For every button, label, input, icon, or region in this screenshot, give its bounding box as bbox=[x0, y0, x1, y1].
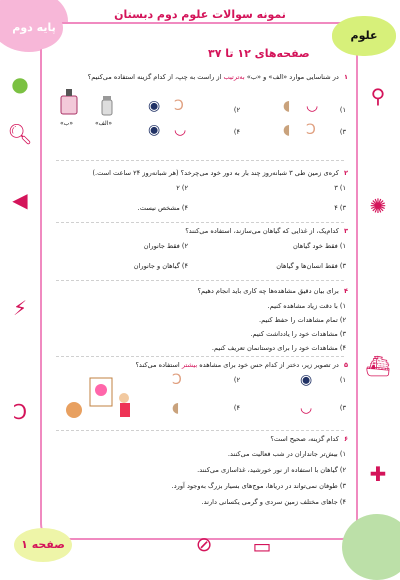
eye-icon-3: ◉ bbox=[300, 372, 313, 388]
spider-icon: ✺ bbox=[369, 194, 387, 218]
bicycle-icon: ⚲ bbox=[370, 84, 386, 108]
subject-badge: علوم bbox=[332, 16, 396, 56]
label-b: «ب» bbox=[60, 120, 73, 127]
q5-option-2[interactable]: ۲) bbox=[233, 376, 240, 384]
q3-option-1[interactable]: ۱) فقط خود گیاهان bbox=[292, 242, 346, 250]
question-6: ۶ کدام گزینه، صحیح است؟ bbox=[270, 435, 348, 443]
nose-icon-3: ◖ bbox=[172, 400, 180, 416]
q6-option-4[interactable]: ۴) جاهای مختلف زمین سردی و گرمی یکسانی دارند. bbox=[201, 498, 346, 506]
label-a: «الف» bbox=[95, 120, 113, 127]
divider bbox=[56, 356, 344, 357]
lightning-icon: ⚡︎ bbox=[12, 296, 28, 320]
q3-option-2[interactable]: ۲) فقط جانوران bbox=[143, 242, 188, 250]
no-smoking-icon: ⊘ bbox=[195, 532, 213, 556]
ear-icon: Ↄ bbox=[12, 400, 28, 424]
divider bbox=[56, 160, 344, 161]
q2-option-2[interactable]: ۲) ۲ bbox=[176, 184, 188, 192]
q1-option-4[interactable]: ۴) bbox=[233, 128, 240, 136]
q4-option-3[interactable]: ۳) مشاهدات خود را یادداشت کنیم. bbox=[250, 330, 346, 338]
mouth-icon-3: ◡ bbox=[300, 400, 313, 416]
q2-option-4[interactable]: ۴) مشخص نیست. bbox=[137, 204, 188, 212]
car-icon: ▭ bbox=[252, 534, 272, 558]
q6-option-1[interactable]: ۱) بیش‌تر جانداران در شب فعالیت می‌کنند. bbox=[227, 450, 346, 458]
q5-option-1[interactable]: ۱) bbox=[339, 376, 346, 384]
q2-option-1[interactable]: ۱) ۳ bbox=[334, 184, 346, 192]
question-2: ۲ کره‌ی زمین طی ۳ شبانه‌روز چند بار به دور خود می‌چرخد؟ (هر شبانه‌روز ۲۴ ساعت است.) bbox=[92, 169, 348, 177]
q5-option-3[interactable]: ۳) bbox=[339, 404, 346, 412]
grade-badge: پایه دوم bbox=[5, 6, 63, 50]
bubble-icon: ● bbox=[11, 72, 29, 96]
eye-icon-2: ◉ bbox=[148, 122, 161, 138]
q4-option-4[interactable]: ۴) مشاهدات خود را برای دوستانمان تعریف کنیم. bbox=[211, 344, 346, 352]
q2-option-3[interactable]: ۳) ۴ bbox=[334, 204, 346, 212]
corner-bottom-right bbox=[342, 514, 400, 580]
divider bbox=[56, 430, 344, 431]
question-1: ۱ در شناسایی موارد «الف» و «ب» به‌ترتیب از راست به چپ، از کدام گزینه استفاده می‌کنیم؟ bbox=[87, 73, 348, 81]
question-4: ۴ برای بیان دقیق مشاهده‌ها چه کاری باید انجام دهیم؟ bbox=[197, 287, 348, 295]
page-title: نمونه سوالات علوم دوم دبستان bbox=[114, 8, 286, 21]
megaphone-icon: ◀ bbox=[12, 188, 28, 212]
q6-option-3[interactable]: ۳) طوفان نمی‌تواند در دریاها، موج‌های بسیار بزرگ به‌وجود آورد. bbox=[171, 482, 346, 490]
ear-small-icon: Ↄ bbox=[174, 98, 184, 114]
pages-range: صفحه‌های ۱۲ تا ۳۷ bbox=[208, 47, 310, 60]
q3-option-4[interactable]: ۴) گیاهان و جانوران bbox=[133, 262, 188, 270]
divider bbox=[56, 222, 344, 223]
nose-icon-2: ◖ bbox=[283, 122, 291, 138]
q6-option-2[interactable]: ۲) گیاهان با استفاده از نور خورشید، غذاسازی می‌کنند. bbox=[197, 466, 346, 474]
magnifier-icon: 🔍︎ bbox=[7, 122, 33, 146]
q2-options bbox=[52, 184, 348, 214]
question-5: ۵ در تصویر زیر، دختر از کدام حس خود برای مشاهده بیشتر استفاده می‌کند؟ bbox=[135, 361, 348, 369]
q3-option-3[interactable]: ۳) فقط انسان‌ها و گیاهان bbox=[276, 262, 346, 270]
ear-icon-3: Ↄ bbox=[172, 372, 182, 388]
q4-option-2[interactable]: ۲) تمام مشاهدات را حفظ کنیم. bbox=[258, 316, 346, 324]
q4-option-1[interactable]: ۱) با دقت زیاد مشاهده کنیم. bbox=[267, 302, 346, 310]
q1-option-1[interactable]: ۱) bbox=[339, 106, 346, 114]
q1-options bbox=[52, 100, 348, 140]
q1-option-2[interactable]: ۲) bbox=[233, 106, 240, 114]
mouth-icon: ◡ bbox=[306, 98, 319, 114]
nose-icon: ◖ bbox=[283, 98, 291, 114]
ambulance-icon: ✚ bbox=[369, 462, 387, 486]
q3-options bbox=[52, 242, 348, 272]
page-number: صفحه ۱ bbox=[14, 528, 72, 562]
ship-icon: ⛴︎ bbox=[365, 354, 391, 378]
ear-icon-2: Ↄ bbox=[306, 122, 316, 138]
q1-option-3[interactable]: ۳) bbox=[339, 128, 346, 136]
q6-options bbox=[52, 450, 348, 514]
q4-options bbox=[52, 302, 348, 350]
q5-option-4[interactable]: ۴) bbox=[233, 404, 240, 412]
question-3: ۳ کدام‌یک، از غذایی که گیاهان می‌سازند، استفاده می‌کنند؟ bbox=[185, 227, 348, 235]
eye-icon: ◉ bbox=[148, 98, 161, 114]
mouth-icon-2: ◡ bbox=[174, 122, 187, 138]
divider bbox=[56, 280, 344, 281]
